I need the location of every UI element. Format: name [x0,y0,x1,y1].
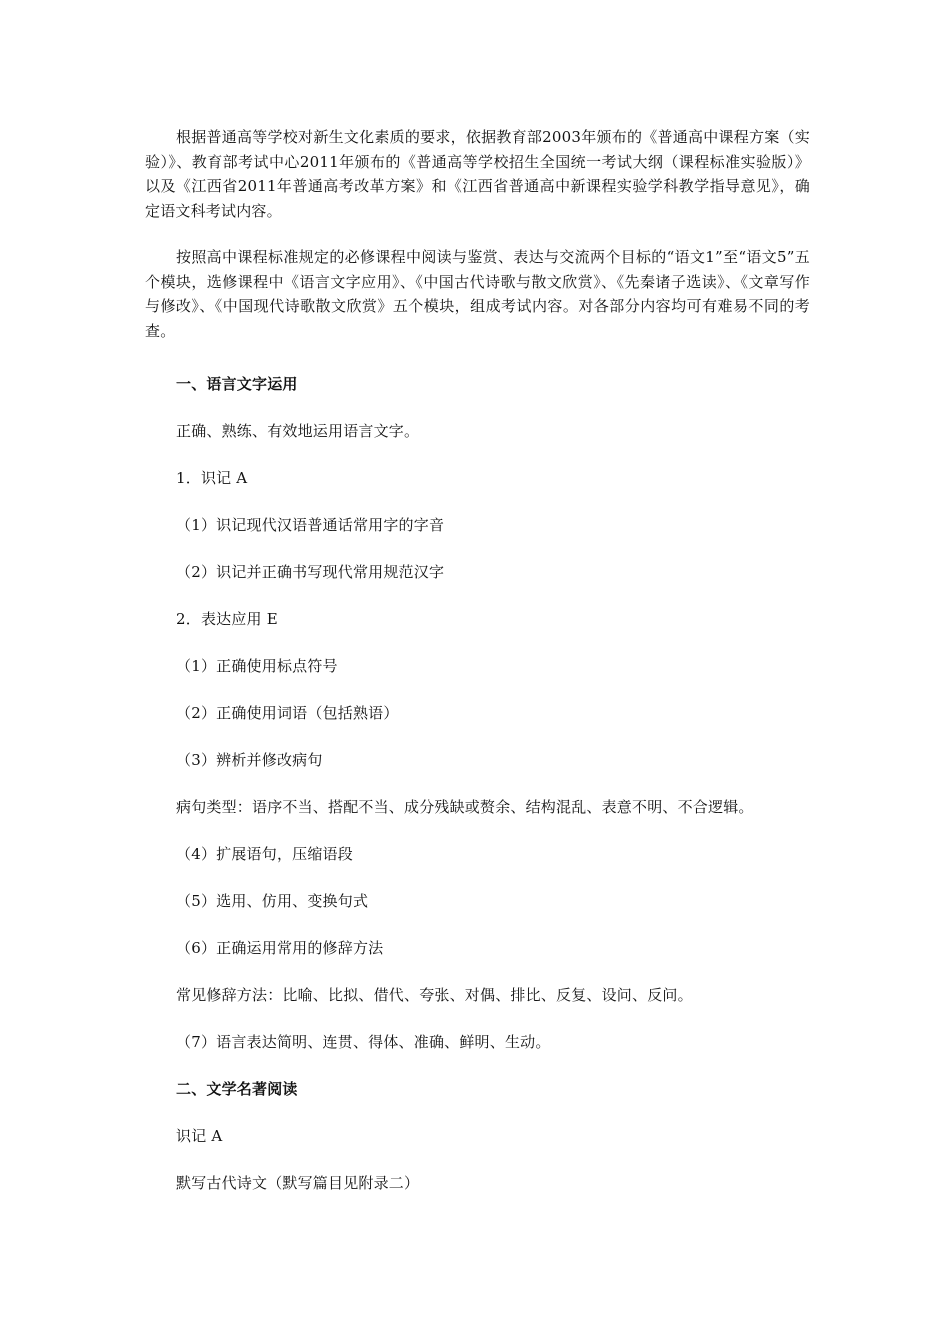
rhetoric-methods: 常见修辞方法：比喻、比拟、借代、夸张、对偶、排比、反复、设问、反问。 [176,986,693,1004]
item-1-subitem-2: （2）识记并正确书写现代常用规范汉字 [176,563,445,581]
section-1-heading: 一、语言文字运用 [176,375,298,393]
section-1-description: 正确、熟练、有效地运用语言文字。 [176,422,420,440]
item-1-title: 1．识记 A [176,469,248,487]
sentence-error-types: 病句类型：语序不当、搭配不当、成分残缺或赘余、结构混乱、表意不明、不合逻辑。 [176,798,754,816]
item-2-subitem-7: （7）语言表达简明、连贯、得体、准确、鲜明、生动。 [176,1033,551,1051]
section-2-item-description: 默写古代诗文（默写篇目见附录二） [176,1174,420,1192]
section-2-heading: 二、文学名著阅读 [176,1080,298,1098]
item-2-title: 2．表达应用 E [176,610,278,628]
item-2-subitem-2: （2）正确使用词语（包括熟语） [176,704,399,722]
item-2-subitem-5: （5）选用、仿用、变换句式 [176,892,369,910]
item-2-subitem-1: （1）正确使用标点符号 [176,657,338,675]
item-2-subitem-4: （4）扩展语句，压缩语段 [176,845,353,863]
item-2-subitem-6: （6）正确运用常用的修辞方法 [176,939,384,957]
section-2-item-title: 识记 A [176,1127,223,1145]
item-1-subitem-1: （1）识记现代汉语普通话常用字的字音 [176,516,445,534]
intro-paragraph-2: 按照高中课程标准规定的必修课程中阅读与鉴赏、表达与交流两个目标的“语文1”至“语文5”五个模块，选修课程中《语言文字应用》、《中国古代诗歌与散文欣赏》、《先秦诸子选读》、《文章写作与修改》、《中国现代诗歌散文欣赏》五个模块，组成考试内容。对各部分内容均可有难易不同的考查。 [145,248,810,340]
intro-paragraph-1: 根据普通高等学校对新生文化素质的要求，依据教育部2003年颁布的《普通高中课程方案（实验）》、教育部考试中心2011年颁布的《普通高等学校招生全国统一考试大纲（课程标准实验版）》以及《江西省2011年普通高考改革方案》和《江西省普通高中新课程实验学科教学指导意见》，确定语文科考试内容。 [145,128,810,220]
item-2-subitem-3: （3）辨析并修改病句 [176,751,323,769]
